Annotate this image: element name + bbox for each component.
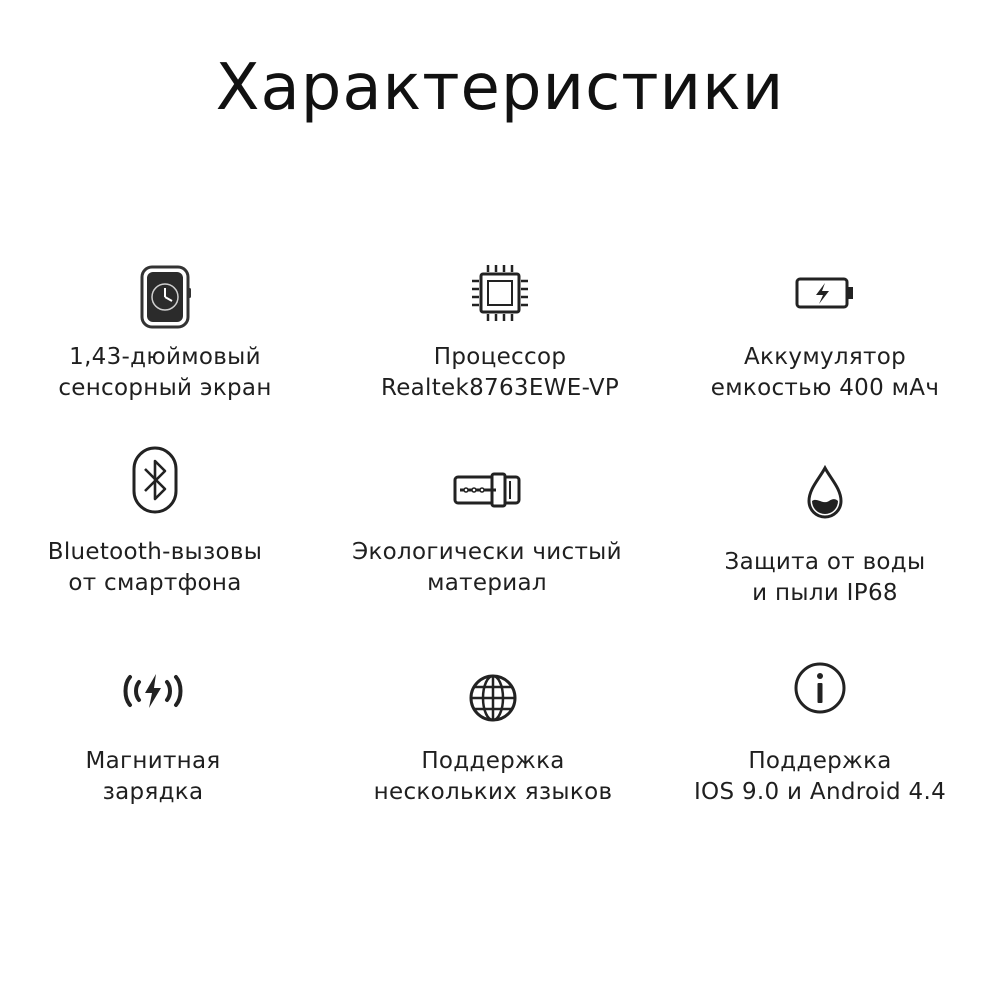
feature-label: Защита от воды и пыли IP68 bbox=[724, 549, 926, 606]
smartwatch-icon bbox=[135, 264, 195, 330]
feature-processor bbox=[335, 260, 665, 420]
bluetooth-icon bbox=[131, 445, 179, 515]
feature-waterproof bbox=[660, 445, 990, 615]
feature-battery bbox=[660, 260, 990, 420]
feature-bluetooth bbox=[0, 445, 320, 615]
feature-display bbox=[0, 260, 330, 420]
globe-icon bbox=[467, 672, 519, 724]
feature-label: Процессор Realtek8763EWE-VP bbox=[380, 344, 620, 401]
processor-chip-icon bbox=[469, 262, 531, 324]
feature-compatibility bbox=[655, 660, 985, 820]
feature-label: Поддержка IOS 9.0 и Android 4.4 bbox=[693, 748, 947, 805]
feature-label: Экологически чистый материал bbox=[352, 539, 622, 596]
feature-label: Поддержка нескольких языков bbox=[373, 748, 613, 805]
feature-material bbox=[322, 445, 652, 615]
feature-magnetic-charging bbox=[0, 660, 318, 820]
feature-label: 1,43-дюймовый сенсорный экран bbox=[58, 344, 272, 401]
feature-label: Аккумулятор емкостью 400 мАч bbox=[710, 344, 940, 401]
water-drop-icon bbox=[805, 465, 845, 521]
page-title: Характеристики bbox=[215, 51, 785, 125]
feature-label: Bluetooth-вызовы от смартфона bbox=[47, 539, 263, 596]
battery-charging-icon bbox=[794, 274, 856, 314]
feature-label: Магнитная зарядка bbox=[85, 748, 221, 805]
magnetic-charging-icon bbox=[120, 668, 186, 714]
feature-languages bbox=[328, 660, 658, 820]
strap-buckle-icon bbox=[452, 471, 522, 511]
info-icon bbox=[792, 660, 848, 716]
